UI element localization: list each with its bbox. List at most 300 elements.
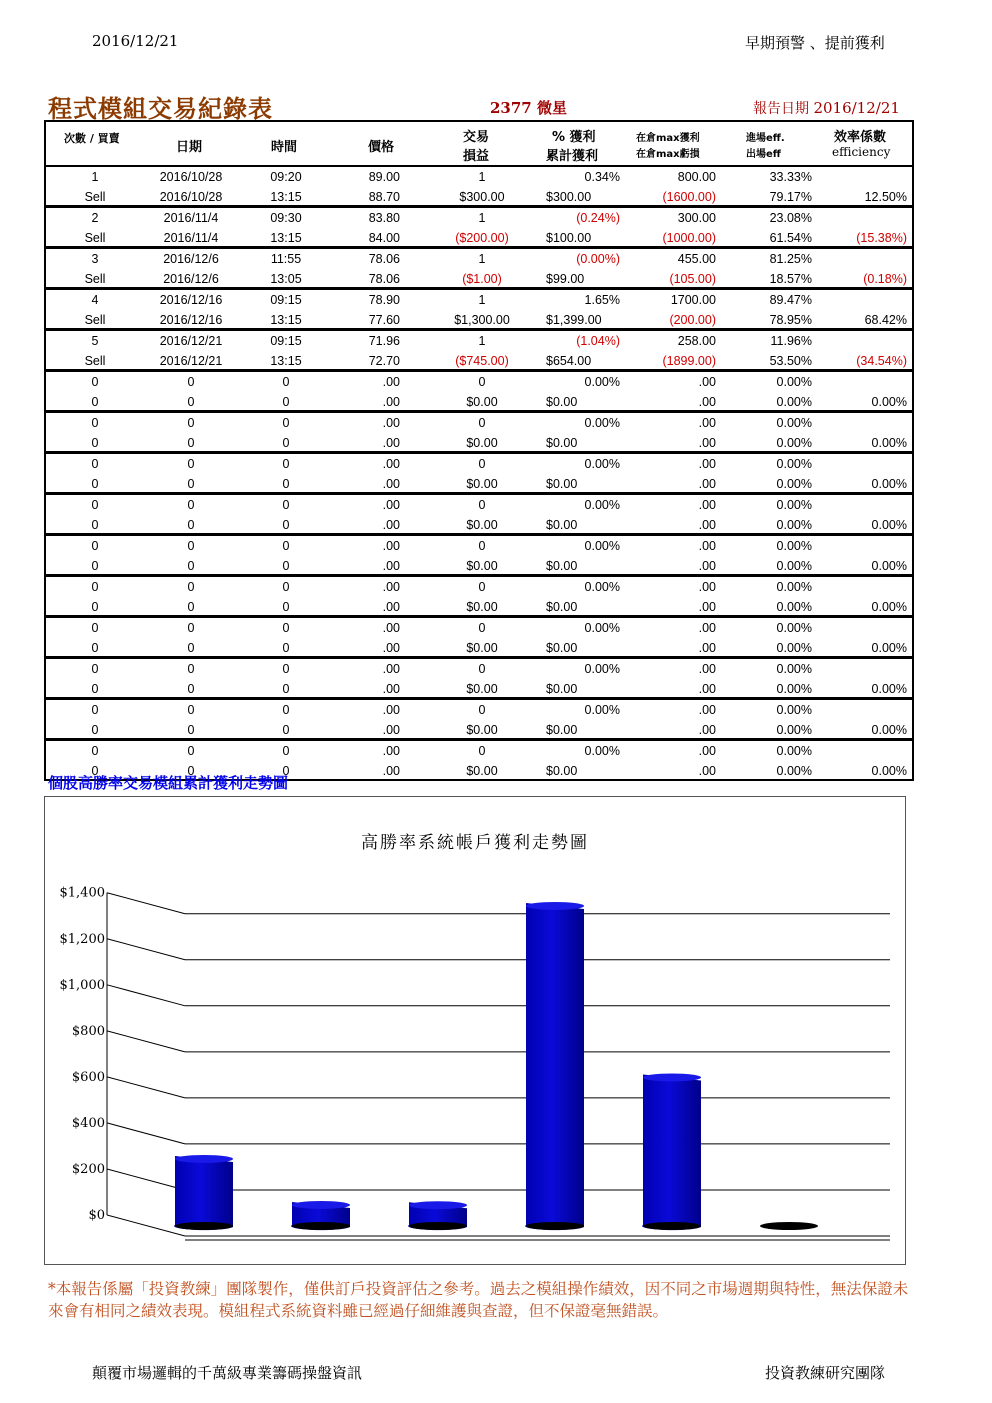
- cell-pl: $0.00: [466, 682, 498, 696]
- header-date: 2016/12/21: [92, 32, 179, 50]
- col-no: 次數 / 買賣: [64, 132, 120, 145]
- cell-t2: 0: [282, 600, 290, 614]
- cell-e2: 0.00%: [776, 436, 812, 450]
- y-tick-label: $600: [71, 1069, 105, 1085]
- cell-d1: 0: [187, 539, 195, 553]
- col-trade-1: 交易: [463, 130, 490, 145]
- profit-chart: [44, 796, 906, 1265]
- trade-row: [46, 577, 912, 618]
- cell-t1: 0: [282, 539, 290, 553]
- cell-mw: 1700.00: [670, 293, 716, 307]
- cell-d1: 2016/11/4: [163, 211, 219, 225]
- cell-d2: 2016/11/4: [163, 231, 219, 245]
- cell-ml: .00: [698, 723, 716, 737]
- cell-p1: .00: [382, 498, 400, 512]
- cell-q: 0: [478, 744, 486, 758]
- cell-q: 1: [478, 252, 486, 266]
- cell-d2: 0: [187, 682, 195, 696]
- cell-t1: 09:20: [270, 170, 302, 184]
- cell-pct: 0.00%: [584, 580, 620, 594]
- gridline-diagonal: [107, 1169, 185, 1190]
- trade-row: [46, 454, 912, 495]
- cell-ml: .00: [698, 518, 716, 532]
- cell-q: 0: [478, 662, 486, 676]
- cell-eff: 0.00%: [871, 723, 907, 737]
- cell-eff: 68.42%: [864, 313, 907, 327]
- cell-e2: 0.00%: [776, 559, 812, 573]
- cell-e1: 23.08%: [769, 211, 812, 225]
- disclaimer: *本報告係屬「投資教練」團隊製作，僅供訂戶投資評估之參考。過去之模組操作績效，因不同之市場週期與特性，無法保證未來會有相同之績效表現。模組程式系統資料雖已經過仔細維護與查證，但不保證毫無錯誤。: [48, 1280, 909, 1320]
- cell-q: 1: [478, 293, 486, 307]
- cell-pl: $0.00: [466, 518, 498, 532]
- cell-eff: (15.38%): [856, 231, 907, 245]
- cell-side: 0: [91, 559, 99, 573]
- cell-p2: .00: [382, 436, 400, 450]
- chart-bar: [525, 903, 584, 1230]
- cell-side: 0: [91, 477, 99, 491]
- stock-name: 2377 微星: [490, 99, 567, 117]
- report-date-value: 2016/12/21: [813, 99, 900, 117]
- cell-pct: 0.00%: [584, 457, 620, 471]
- cell-ml: (200.00): [669, 313, 716, 327]
- cell-no: 0: [91, 744, 99, 758]
- cell-t2: 0: [282, 477, 290, 491]
- cell-mw: .00: [698, 703, 716, 717]
- chart-bar-top: [643, 1073, 701, 1081]
- cell-t1: 09:30: [270, 211, 302, 225]
- gridline-diagonal: [107, 1215, 185, 1236]
- cell-no: 3: [91, 252, 99, 266]
- cell-eff: 0.00%: [871, 518, 907, 532]
- cell-pct: 0.00%: [584, 416, 620, 430]
- cell-eff: (0.18%): [863, 272, 907, 286]
- cell-cum: $0.00: [546, 436, 578, 450]
- cell-t2: 0: [282, 682, 290, 696]
- cell-e2: 78.95%: [769, 313, 812, 327]
- cell-e1: 11.96%: [770, 334, 812, 348]
- col-pct-1: % 獲利: [552, 130, 596, 145]
- y-tick-label: $1,200: [59, 931, 105, 947]
- chart-title: 高勝率系統帳戶獲利走勢圖: [361, 833, 589, 853]
- cell-t2: 0: [282, 764, 290, 778]
- cell-pl: $0.00: [466, 436, 498, 450]
- cell-cum: $100.00: [546, 231, 592, 245]
- cell-q: 0: [478, 621, 486, 635]
- table-header: [46, 122, 912, 167]
- footer-left: 顛覆市場邏輯的千萬級專業籌碼操盤資訊: [92, 1364, 363, 1382]
- cell-p1: 83.80: [368, 211, 400, 225]
- y-tick-label: $0: [88, 1208, 105, 1223]
- cell-t1: 0: [282, 744, 290, 758]
- cell-pct: 0.00%: [584, 662, 620, 676]
- cell-mw: .00: [698, 539, 716, 553]
- cell-mw: .00: [698, 580, 716, 594]
- cell-p1: 78.90: [368, 293, 400, 307]
- cell-ml: .00: [698, 600, 716, 614]
- cell-mw: .00: [698, 375, 716, 389]
- cell-e2: 61.54%: [769, 231, 812, 245]
- cell-p2: .00: [382, 395, 400, 409]
- cell-side: 0: [91, 395, 99, 409]
- cell-q: 0: [478, 416, 486, 430]
- trade-row: [46, 495, 912, 536]
- cell-side: Sell: [84, 190, 106, 204]
- cell-p1: .00: [382, 580, 400, 594]
- cell-pl: $0.00: [466, 395, 498, 409]
- cell-no: 0: [91, 416, 99, 430]
- cell-cum: $1,399.00: [546, 313, 602, 327]
- cell-t1: 0: [282, 498, 290, 512]
- cell-p1: .00: [382, 744, 400, 758]
- cell-q: 1: [478, 211, 486, 225]
- cell-t1: 11:55: [270, 252, 302, 266]
- y-tick-label: $800: [71, 1023, 105, 1039]
- cell-e2: 0.00%: [776, 682, 812, 696]
- cell-t2: 0: [282, 641, 290, 655]
- chart-bar-top: [292, 1201, 350, 1209]
- cell-d2: 0: [187, 436, 195, 450]
- cell-d2: 2016/12/21: [159, 354, 223, 368]
- cell-t2: 0: [282, 723, 290, 737]
- cell-no: 1: [91, 170, 99, 184]
- cell-pl: $300.00: [459, 190, 505, 204]
- cell-q: 0: [478, 457, 486, 471]
- cell-p2: 77.60: [368, 313, 400, 327]
- cell-pct: (0.24%): [576, 211, 620, 225]
- trade-row: [46, 536, 912, 577]
- cell-eff: 0.00%: [871, 682, 907, 696]
- cell-t2: 13:15: [270, 231, 302, 245]
- cell-e2: 0.00%: [776, 518, 812, 532]
- col-eff-1: 進場eff.: [746, 133, 785, 144]
- cell-mw: 455.00: [677, 252, 716, 266]
- cell-cum: $0.00: [546, 395, 578, 409]
- col-price: 價格: [368, 140, 395, 155]
- cell-pl: ($200.00): [455, 231, 509, 245]
- cell-p2: .00: [382, 682, 400, 696]
- cell-no: 5: [91, 334, 99, 348]
- cell-no: 0: [91, 703, 99, 717]
- cell-mw: 800.00: [677, 170, 716, 184]
- cell-q: 1: [478, 170, 486, 184]
- cell-no: 0: [91, 375, 99, 389]
- cell-t1: 09:15: [270, 334, 302, 348]
- cell-mw: .00: [698, 621, 716, 635]
- cell-d2: 0: [187, 764, 195, 778]
- cell-e1: 81.25%: [769, 252, 812, 266]
- cell-e1: 0.00%: [776, 580, 812, 594]
- cell-t2: 13:15: [270, 313, 302, 327]
- chart-caption: 個股高勝率交易模組累計獲利走勢圖: [48, 774, 289, 792]
- cell-cum: $0.00: [546, 477, 578, 491]
- trade-row: [46, 659, 912, 700]
- cell-e1: 0.00%: [776, 703, 812, 717]
- gridline-diagonal: [107, 939, 185, 960]
- cell-e1: 0.00%: [776, 539, 812, 553]
- cell-no: 0: [91, 580, 99, 594]
- cell-no: 0: [91, 457, 99, 471]
- cell-e1: 0.00%: [776, 621, 812, 635]
- trade-row: [46, 618, 912, 659]
- cell-e1: 0.00%: [776, 457, 812, 471]
- cell-mw: 300.00: [677, 211, 716, 225]
- cell-ml: .00: [698, 477, 716, 491]
- cell-d2: 0: [187, 559, 195, 573]
- cell-cum: $0.00: [546, 641, 578, 655]
- trade-row: [46, 413, 912, 454]
- cell-t1: 0: [282, 662, 290, 676]
- cell-cum: $0.00: [546, 764, 578, 778]
- cell-pct: 1.65%: [584, 293, 620, 307]
- cell-q: 0: [478, 498, 486, 512]
- cell-mw: 258.00: [677, 334, 716, 348]
- cell-p1: .00: [382, 539, 400, 553]
- cell-eff: 0.00%: [871, 436, 907, 450]
- cell-pl: $1,300.00: [454, 313, 510, 327]
- trade-row: [46, 700, 912, 741]
- y-tick-label: $1,000: [59, 977, 105, 993]
- trade-row: [46, 167, 912, 208]
- col-eff-2: 出場eff: [746, 149, 781, 160]
- cell-e2: 0.00%: [776, 600, 812, 614]
- cell-e1: 0.00%: [776, 416, 812, 430]
- chart-svg: [45, 797, 905, 1264]
- cell-cum: $99.00: [546, 272, 585, 286]
- cell-ml: .00: [698, 559, 716, 573]
- report-date-label: 報告日期: [753, 101, 809, 117]
- gridline-diagonal: [107, 985, 185, 1006]
- cell-t1: 0: [282, 375, 290, 389]
- cell-t2: 13:15: [270, 190, 302, 204]
- cell-ml: (105.00): [669, 272, 716, 286]
- cell-eff: 12.50%: [864, 190, 907, 204]
- cell-e1: 0.00%: [776, 662, 812, 676]
- cell-pl: ($1.00): [462, 272, 502, 286]
- cell-d2: 2016/12/6: [163, 272, 219, 286]
- cell-p1: 71.96: [368, 334, 400, 348]
- cell-t1: 0: [282, 621, 290, 635]
- gridline-diagonal: [107, 893, 185, 914]
- cell-d1: 0: [187, 621, 195, 635]
- col-date: 日期: [176, 140, 203, 155]
- table-body: [46, 167, 912, 779]
- chart-bar-top: [175, 1155, 233, 1163]
- cell-pct: 0.00%: [584, 539, 620, 553]
- cell-e2: 0.00%: [776, 641, 812, 655]
- cell-e2: 18.57%: [769, 272, 812, 286]
- col-time: 時間: [271, 140, 298, 155]
- cell-d2: 0: [187, 518, 195, 532]
- cell-mw: .00: [698, 498, 716, 512]
- y-tick-label: $1,400: [59, 885, 105, 901]
- cell-d1: 0: [187, 457, 195, 471]
- cell-eff: (34.54%): [856, 354, 907, 368]
- cell-no: 4: [91, 293, 99, 307]
- col-efficiency-1: 效率係數: [834, 130, 887, 145]
- trade-row: [46, 372, 912, 413]
- cell-cum: $0.00: [546, 723, 578, 737]
- cell-pct: 0.00%: [584, 744, 620, 758]
- cell-d1: 2016/12/16: [159, 293, 223, 307]
- cell-pl: $0.00: [466, 641, 498, 655]
- cell-side: Sell: [84, 354, 106, 368]
- cell-pct: 0.00%: [584, 703, 620, 717]
- cell-ml: (1899.00): [662, 354, 716, 368]
- document-title: 程式模組交易紀錄表: [48, 94, 273, 123]
- cell-cum: $0.00: [546, 682, 578, 696]
- cell-p1: 89.00: [368, 170, 400, 184]
- cell-d2: 2016/12/16: [159, 313, 223, 327]
- cell-no: 0: [91, 621, 99, 635]
- col-max-1: 在倉max獲利: [636, 133, 700, 144]
- cell-pct: 0.00%: [584, 621, 620, 635]
- cell-eff: 0.00%: [871, 395, 907, 409]
- cell-cum: $300.00: [546, 190, 592, 204]
- cell-pl: $0.00: [466, 559, 498, 573]
- cell-d2: 0: [187, 641, 195, 655]
- cell-mw: .00: [698, 662, 716, 676]
- cell-t2: 13:15: [270, 354, 302, 368]
- cell-side: 0: [91, 764, 99, 778]
- report-date: [753, 98, 900, 118]
- cell-cum: $654.00: [546, 354, 592, 368]
- cell-pl: ($745.00): [455, 354, 509, 368]
- cell-d1: 2016/12/21: [159, 334, 223, 348]
- cell-no: 2: [91, 211, 99, 225]
- cell-p1: .00: [382, 416, 400, 430]
- cell-p1: .00: [382, 375, 400, 389]
- trade-row: [46, 208, 912, 249]
- cell-p1: .00: [382, 703, 400, 717]
- cell-ml: .00: [698, 682, 716, 696]
- cell-e2: 0.00%: [776, 723, 812, 737]
- cell-cum: $0.00: [546, 600, 578, 614]
- cell-p2: 84.00: [368, 231, 400, 245]
- cell-e2: 0.00%: [776, 764, 812, 778]
- cell-side: 0: [91, 518, 99, 532]
- trade-row: [46, 290, 912, 331]
- cell-side: 0: [91, 682, 99, 696]
- cell-p2: 72.70: [368, 354, 400, 368]
- cell-p1: .00: [382, 662, 400, 676]
- cell-d1: 0: [187, 375, 195, 389]
- chart-bar-top: [526, 902, 584, 910]
- cell-cum: $0.00: [546, 518, 578, 532]
- cell-e2: 0.00%: [776, 477, 812, 491]
- footer-right: 投資教練研究團隊: [765, 1364, 886, 1382]
- trade-row: [46, 331, 912, 372]
- cell-q: 0: [478, 580, 486, 594]
- cell-no: 0: [91, 662, 99, 676]
- cell-eff: 0.00%: [871, 764, 907, 778]
- cell-d2: 0: [187, 600, 195, 614]
- cell-p2: 78.06: [368, 272, 400, 286]
- cell-e2: 53.50%: [769, 354, 812, 368]
- cell-side: 0: [91, 436, 99, 450]
- cell-p2: .00: [382, 723, 400, 737]
- cell-e1: 0.00%: [776, 744, 812, 758]
- cell-side: 0: [91, 641, 99, 655]
- cell-t2: 0: [282, 518, 290, 532]
- cell-ml: (1600.00): [662, 190, 716, 204]
- cell-q: 0: [478, 539, 486, 553]
- cell-ml: (1000.00): [662, 231, 716, 245]
- cell-side: Sell: [84, 272, 106, 286]
- cell-t1: 0: [282, 703, 290, 717]
- chart-bar-base: [409, 1222, 467, 1230]
- cell-pct: (1.04%): [576, 334, 620, 348]
- y-tick-label: $400: [71, 1115, 105, 1131]
- cell-ml: .00: [698, 436, 716, 450]
- cell-p2: .00: [382, 641, 400, 655]
- cell-mw: .00: [698, 744, 716, 758]
- cell-side: Sell: [84, 313, 106, 327]
- cell-d1: 0: [187, 416, 195, 430]
- cell-pct: 0.34%: [584, 170, 620, 184]
- cell-pct: 0.00%: [584, 498, 620, 512]
- cell-p2: .00: [382, 477, 400, 491]
- cell-q: 0: [478, 375, 486, 389]
- cell-t2: 0: [282, 395, 290, 409]
- cell-e1: 33.33%: [769, 170, 812, 184]
- cell-d2: 0: [187, 477, 195, 491]
- cell-pct: (0.00%): [576, 252, 620, 266]
- cell-d2: 2016/10/28: [159, 190, 223, 204]
- cell-p2: 88.70: [368, 190, 400, 204]
- cell-d1: 0: [187, 703, 195, 717]
- chart-bar-base: [175, 1222, 233, 1230]
- cell-d1: 0: [187, 744, 195, 758]
- cell-d1: 0: [187, 662, 195, 676]
- cell-eff: 0.00%: [871, 559, 907, 573]
- cell-pct: 0.00%: [584, 375, 620, 389]
- col-pct-2: 累計獲利: [546, 149, 599, 164]
- cell-ml: .00: [698, 395, 716, 409]
- trade-table: [44, 120, 914, 781]
- cell-no: 0: [91, 498, 99, 512]
- cell-eff: 0.00%: [871, 641, 907, 655]
- cell-d1: 0: [187, 580, 195, 594]
- cell-side: 0: [91, 600, 99, 614]
- cell-t2: 0: [282, 436, 290, 450]
- col-trade-2: 損益: [463, 149, 490, 164]
- cell-pl: $0.00: [466, 723, 498, 737]
- cell-e2: 79.17%: [769, 190, 812, 204]
- cell-t2: 13:05: [270, 272, 302, 286]
- cell-p1: 78.06: [368, 252, 400, 266]
- cell-p1: .00: [382, 457, 400, 471]
- chart-bar: [174, 1156, 233, 1230]
- chart-bar-base: [643, 1222, 701, 1230]
- cell-t2: 0: [282, 559, 290, 573]
- cell-p2: .00: [382, 518, 400, 532]
- chart-bar-base: [760, 1222, 818, 1230]
- cell-pl: $0.00: [466, 477, 498, 491]
- cell-ml: .00: [698, 641, 716, 655]
- cell-q: 0: [478, 703, 486, 717]
- cell-mw: .00: [698, 416, 716, 430]
- cell-d2: 0: [187, 723, 195, 737]
- col-max-2: 在倉max虧損: [636, 149, 700, 160]
- trade-row: [46, 249, 912, 290]
- cell-side: 0: [91, 723, 99, 737]
- cell-e1: 89.47%: [769, 293, 812, 307]
- header-tagline: 早期預警 、提前獲利: [745, 34, 885, 52]
- chart-bar: [642, 1074, 701, 1230]
- cell-eff: 0.00%: [871, 477, 907, 491]
- cell-q: 1: [478, 334, 486, 348]
- cell-d2: 0: [187, 395, 195, 409]
